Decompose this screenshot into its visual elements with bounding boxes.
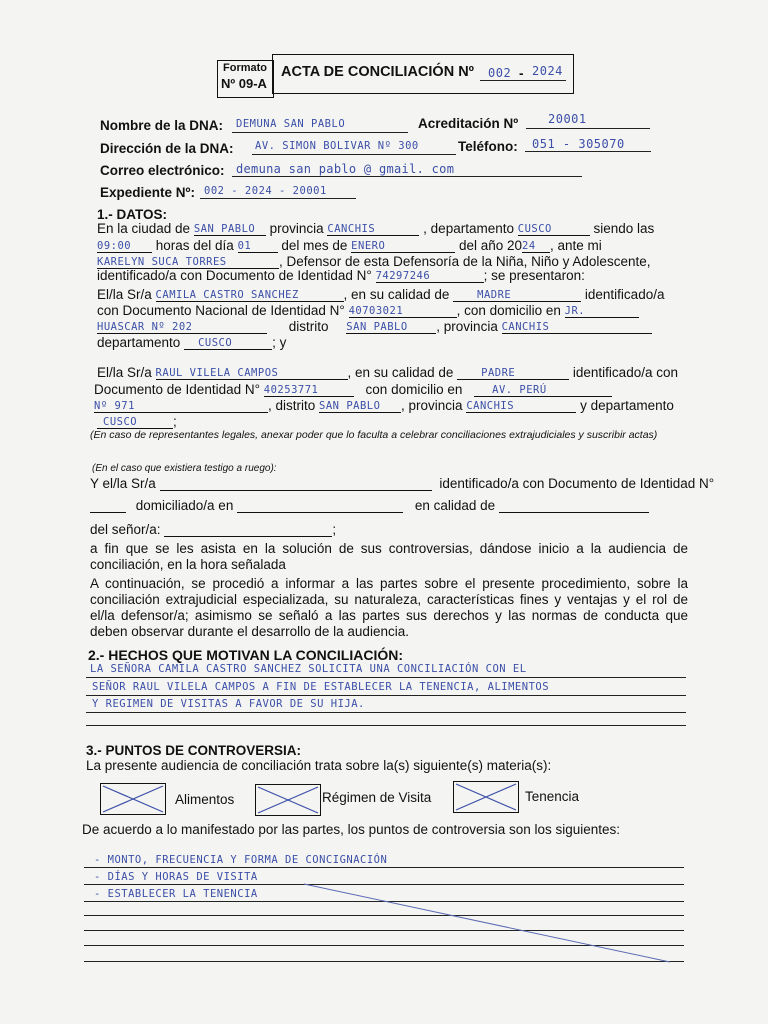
party1-province-label: , provincia [436, 319, 498, 334]
party2-name-value: RAUL VILELA CAMPOS [155, 367, 279, 379]
text-defender-office: , Defensor de esta Defensoría de la Niña, Niño y Adolescente, [279, 254, 651, 269]
dna-name-label: Nombre de la DNA: [100, 118, 224, 133]
datos-line-2 [97, 237, 602, 253]
acta-dash: - [519, 66, 524, 81]
accreditation-value: 20001 [548, 112, 587, 126]
party1-district-value: SAN PABLO [346, 321, 408, 333]
party1-district-label: distrito [288, 319, 329, 334]
party1-dept-field [184, 334, 272, 350]
hechos-rule-1 [86, 677, 686, 678]
party1-address-value-b: HUASCAR Nº 202 [97, 321, 193, 333]
point-1: - MONTO, FRECUENCIA Y FORMA DE CONCIGNACIÓN [94, 854, 388, 866]
acta-underline [480, 80, 566, 81]
hechos-rule-2 [86, 695, 686, 696]
party2-line-2 [94, 381, 612, 397]
points-intro: De acuerdo a lo manifestado por las partes, los puntos de controversia son los siguientes: [82, 822, 621, 837]
province-value: CANCHIS [327, 223, 376, 235]
text-province-label: provincia [269, 221, 324, 236]
party2-dept-field [97, 413, 173, 429]
witness-name-field[interactable] [160, 475, 432, 491]
file-value: 002 - 2024 - 20001 [204, 185, 327, 197]
hechos-rule-3 [86, 712, 686, 713]
province-field [327, 220, 419, 236]
party1-dept-label: departamento [97, 335, 181, 350]
text-month-label: del mes de [281, 238, 348, 253]
check-cross-icon [454, 782, 518, 812]
party1-address-label: , con domicilio en [456, 303, 561, 318]
party2-line-3 [94, 397, 674, 413]
party1-line-2 [97, 302, 639, 318]
witness-quality-field[interactable] [499, 497, 649, 513]
party2-quality-field [457, 364, 569, 380]
party1-id-field [349, 302, 457, 318]
section-puntos-heading: 3.- PUNTOS DE CONTROVERSIA: [86, 743, 302, 758]
party1-name-field [156, 286, 344, 302]
defender-id-value: 74297246 [375, 270, 431, 282]
party1-id-value: 40703021 [348, 305, 404, 317]
party1-district-field [346, 318, 436, 334]
witness-quality-label: en calidad de [414, 498, 496, 513]
department-field [518, 220, 590, 236]
email-value: demuna san pablo @ gmail. com [236, 162, 455, 176]
text-time-label: siendo las [593, 221, 655, 236]
witness-line-1 [90, 475, 714, 491]
option-tenencia-label: Tenencia [525, 789, 580, 804]
party1-line-4 [97, 334, 286, 350]
witness-address-field[interactable] [237, 497, 403, 513]
address-label: Dirección de la DNA: [100, 141, 234, 156]
party2-line-1 [97, 364, 678, 380]
email-line [232, 176, 582, 177]
witness-id-field[interactable] [90, 497, 126, 513]
strike-through-mark [300, 880, 680, 965]
day-field [238, 237, 278, 253]
witness-address-label: domiciliado/a en [135, 498, 234, 513]
party1-address-value-a: JR. [564, 305, 586, 317]
check-cross-icon [101, 784, 165, 814]
party2-address-field-a [474, 381, 612, 397]
dna-name-value: DEMUNA SAN PABLO [236, 118, 346, 130]
puntos-intro: La presente audiencia de conciliación trata sobre la(s) siguiente(s) materia(s): [86, 758, 552, 773]
time-field [97, 237, 152, 253]
phone-label: Teléfono: [458, 139, 518, 154]
month-value: ENERO [351, 240, 386, 252]
checkbox-regimen-visita[interactable] [255, 784, 321, 816]
hechos-line-1: LA SEÑORA CAMILA CASTRO SANCHEZ SOLICITA UNA CONCILIACIÓN CON EL [90, 663, 527, 675]
party1-line-1 [97, 286, 664, 302]
month-field [351, 237, 455, 253]
section-datos-heading: 1.- DATOS: [97, 207, 168, 222]
party2-province-field [466, 397, 576, 413]
party2-district-field [319, 397, 401, 413]
department-value: CUSCO [517, 223, 552, 235]
party2-district-value: SAN PABLO [319, 400, 381, 412]
note-witness: (En el caso que existiera testigo a ruego): [92, 463, 277, 474]
witness-label: Y el/la Sr/a [90, 476, 156, 491]
time-value: 09:00 [97, 240, 132, 252]
party1-dept-value: CUSCO [198, 337, 233, 349]
acta-number: 002 [488, 66, 512, 80]
note-legal-representatives: (En caso de representantes legales, anexar poder que lo faculta a celebrar conciliaciones extrajudiciales y suscribir actas) [90, 429, 658, 441]
party1-quality-value: MADRE [477, 289, 512, 301]
phone-line [525, 151, 651, 152]
accreditation-line [526, 128, 650, 129]
party2-address-label: con domicilio en [365, 382, 463, 397]
party1-address-field-b [97, 318, 267, 334]
option-alimentos-label: Alimentos [175, 792, 235, 807]
party2-dept-label: y departamento [580, 398, 674, 413]
party1-address-field-a [565, 302, 639, 318]
party2-dept-value: CUSCO [103, 416, 138, 428]
party2-province-label: , provincia [401, 398, 463, 413]
witness-of-field[interactable] [164, 521, 332, 537]
dna-name-line [232, 132, 408, 133]
acta-year: 2024 [532, 64, 563, 78]
party1-id-label: con Documento Nacional de Identidad N° [97, 303, 345, 318]
witness-line-3 [90, 521, 336, 537]
witness-of-label: del señor/a: [90, 522, 161, 537]
text-city-label: En la ciudad de [97, 221, 191, 236]
hechos-line-3: Y REGIMEN DE VISITAS A FAVOR DE SU HIJA. [92, 698, 365, 710]
party1-quality-label: , en su calidad de [343, 287, 450, 302]
party1-end: ; y [272, 335, 287, 350]
point-3: - ESTABLECER LA TENENCIA [94, 888, 258, 900]
party1-identified-label: identificado/a [584, 287, 665, 302]
paragraph-continuation: A continuación, se procedió a informar a las partes sobre el presente procedimiento, sobre la conciliación extrajudicial especializada, su naturaleza, características fines y ventajas y el rol de el/la defensor/a; asimismo se señaló a las partes sus derechos y las normas de conducta que deben observar durante el desarrollo de la audiencia. [90, 576, 688, 639]
points-rule-1 [84, 867, 684, 868]
party2-address-field-b [94, 397, 268, 413]
address-line [252, 154, 456, 155]
paragraph-purpose: a fin que se les asista en la solución de sus controversias, dándose inicio a la audiencia de conciliación, en la hora señalada [90, 541, 688, 572]
party1-label: El/la Sr/a [97, 287, 152, 302]
party1-province-value: CANCHIS [501, 321, 550, 333]
party2-end: ; [173, 414, 177, 429]
page-title: ACTA DE CONCILIACIÓN Nº [281, 64, 474, 80]
city-value: SAN PABLO [193, 223, 256, 235]
hechos-line-2: SEÑOR RAUL VILELA CAMPOS A FIN DE ESTABLECER LA TENENCIA, ALIMENTOS [92, 681, 550, 693]
address-value: AV. SIMON BOLIVAR Nº 300 [255, 140, 419, 152]
witness-id-label: identificado/a con Documento de Identidad N° [439, 476, 715, 491]
year-value: 24 [522, 240, 536, 252]
checkbox-tenencia[interactable] [453, 781, 519, 813]
point-2: - DÍAS Y HORAS DE VISITA [94, 871, 258, 883]
party1-province-field [502, 318, 652, 334]
party2-address-value-a: AV. PERÚ [492, 384, 547, 396]
city-field [194, 220, 266, 236]
witness-end: ; [332, 522, 337, 537]
party2-address-value-b: Nº 971 [94, 400, 135, 412]
text-day-label: horas del día [155, 238, 234, 253]
text-before-me: , ante mi [550, 238, 602, 253]
option-regimen-visita-label: Régimen de Visita [322, 790, 432, 805]
datos-line-4 [97, 267, 585, 283]
defender-id-field [376, 267, 484, 283]
hechos-rule-4 [86, 725, 686, 726]
email-label: Correo electrónico: [100, 163, 225, 178]
party2-quality-value: PADRE [481, 367, 516, 379]
party1-name-value: CAMILA CASTRO SANCHEZ [155, 289, 299, 301]
text-year-label: del año 20 [458, 238, 522, 253]
witness-line-2 [90, 497, 649, 513]
party2-name-field [156, 364, 348, 380]
party2-identified-label: identificado/a con [572, 365, 678, 380]
text-defender-id-label: identificado/a con Documento de Identidad N° [97, 268, 372, 283]
section-hechos-heading: 2.- HECHOS QUE MOTIVAN LA CONCILIACIÓN: [88, 647, 403, 663]
format-number: Nº 09-A [221, 76, 267, 91]
text-department-label: , departamento [423, 221, 514, 236]
datos-line-1 [97, 220, 654, 236]
party2-quality-label: , en su calidad de [347, 365, 454, 380]
check-cross-icon [256, 785, 320, 815]
phone-value: 051 - 305070 [532, 137, 625, 151]
party2-line-4 [97, 413, 177, 429]
party2-id-label: Documento de Identidad N° [94, 382, 261, 397]
accreditation-label: Acreditación Nº [418, 116, 519, 131]
party2-label: El/la Sr/a [97, 365, 152, 380]
party2-id-field [264, 381, 354, 397]
party2-id-value: 40253771 [263, 384, 319, 396]
text-presented: ; se presentaron: [483, 268, 585, 283]
checkbox-alimentos[interactable] [100, 783, 166, 815]
party2-province-value: CANCHIS [466, 400, 515, 412]
file-label: Expediente Nº: [100, 185, 195, 200]
format-label: Formato [223, 62, 267, 74]
party2-district-label: , distrito [268, 398, 316, 413]
year-field [522, 237, 550, 253]
day-value: 01 [237, 240, 252, 252]
file-line [200, 198, 356, 199]
defender-value: KARELYN SUCA TORRES [97, 256, 227, 268]
party1-line-3 [97, 318, 652, 334]
party1-quality-field [453, 286, 581, 302]
